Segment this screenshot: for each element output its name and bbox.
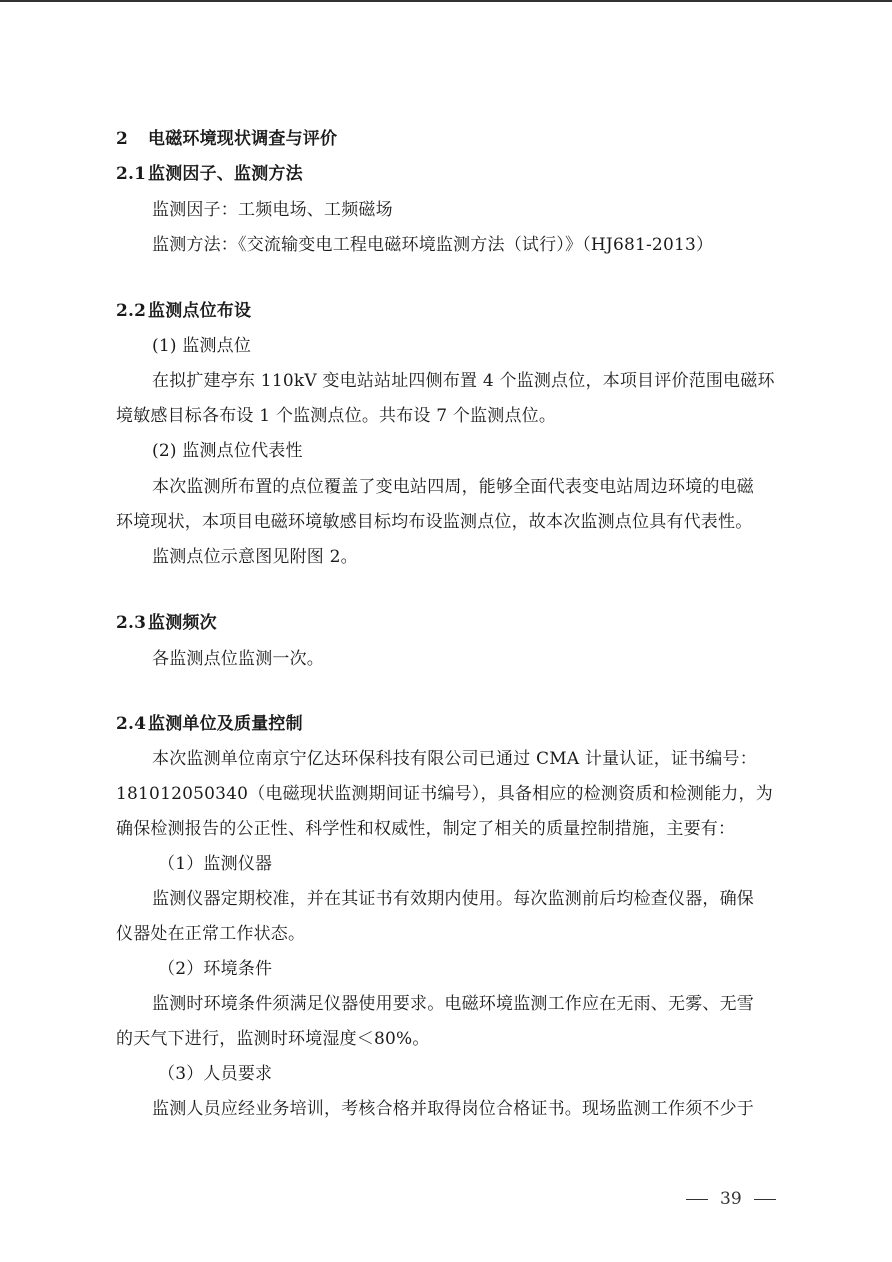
- quality-control-intro-line-2: 181012050340（电磁现状监测期间证书编号），具备相应的检测资质和检测能力，为: [116, 784, 773, 804]
- right-dash: [754, 1199, 776, 1200]
- section-2-number: 2: [116, 129, 129, 149]
- representativeness-line-1: 本次监测所布置的点位覆盖了变电站四周，能够全面代表变电站周边环境的电磁: [152, 477, 754, 497]
- monitoring-method-text: 监测方法：《交流输变电工程电磁环境监测方法（试行）》（HJ681-2013）: [152, 235, 714, 255]
- monitoring-frequency-text: 各监测点位监测一次。: [152, 649, 324, 669]
- section-2-2-title: 监测点位布设: [148, 301, 252, 321]
- section-2-4-number: 2.4: [116, 714, 147, 734]
- section-2-2-number: 2.2: [116, 301, 147, 321]
- section-2-4-heading: [116, 713, 778, 735]
- section-2-1-title: 监测因子、监测方法: [148, 164, 303, 184]
- section-2-3-title: 监测频次: [148, 613, 217, 633]
- monitoring-points-line-1: 在拟扩建亭东 110kV 变电站站址四侧布置 4 个监测点位，本项目评价范围电磁环: [152, 371, 775, 391]
- quality-control-intro-line-3: 确保检测报告的公正性、科学性和权威性，制定了相关的质量控制措施，主要有：: [116, 819, 736, 839]
- representativeness-line-2: 环境现状，本项目电磁环境敏感目标均布设监测点位，故本次监测点位具有代表性。: [116, 512, 753, 532]
- section-2-1-heading: [116, 163, 778, 185]
- instrument-subtitle: （1）监测仪器: [158, 854, 273, 874]
- schematic-reference-text: 监测点位示意图见附图 2。: [152, 547, 358, 567]
- page-number: 39: [720, 1189, 742, 1209]
- representativeness-subtitle: (2) 监测点位代表性: [152, 441, 303, 461]
- instrument-line-2: 仪器处在正常工作状态。: [116, 924, 306, 944]
- section-2-3-number: 2.3: [116, 613, 147, 633]
- instrument-line-1: 监测仪器定期校准，并在其证书有效期内使用。每次监测前后均检查仪器，确保: [152, 889, 754, 909]
- quality-control-intro-line-1: 本次监测单位南京宁亿达环保科技有限公司已通过 CMA 计量认证，证书编号：: [152, 749, 757, 769]
- personnel-line-1: 监测人员应经业务培训，考核合格并取得岗位合格证书。现场监测工作须不少于: [152, 1099, 754, 1119]
- environment-line-1: 监测时环境条件须满足仪器使用要求。电磁环境监测工作应在无雨、无雾、无雪: [152, 994, 754, 1014]
- section-2-heading: [116, 128, 778, 150]
- personnel-subtitle: （3）人员要求: [158, 1064, 273, 1084]
- monitoring-points-line-2: 境敏感目标各布设 1 个监测点位。共布设 7 个监测点位。: [116, 406, 557, 426]
- section-2-4-title: 监测单位及质量控制: [148, 714, 303, 734]
- section-2-2-heading: [116, 300, 778, 322]
- section-2-1-number: 2.1: [116, 164, 147, 184]
- monitoring-points-subtitle: (1) 监测点位: [152, 336, 252, 356]
- environment-line-2: 的天气下进行，监测时环境湿度＜80%。: [116, 1029, 430, 1049]
- page-footer: [686, 1188, 776, 1210]
- monitoring-factors-text: 监测因子：工频电场、工频磁场: [152, 200, 393, 220]
- section-2-3-heading: [116, 612, 778, 634]
- section-2-title: 电磁环境现状调查与评价: [148, 129, 338, 149]
- environment-subtitle: （2）环境条件: [158, 959, 273, 979]
- left-dash: [686, 1199, 708, 1200]
